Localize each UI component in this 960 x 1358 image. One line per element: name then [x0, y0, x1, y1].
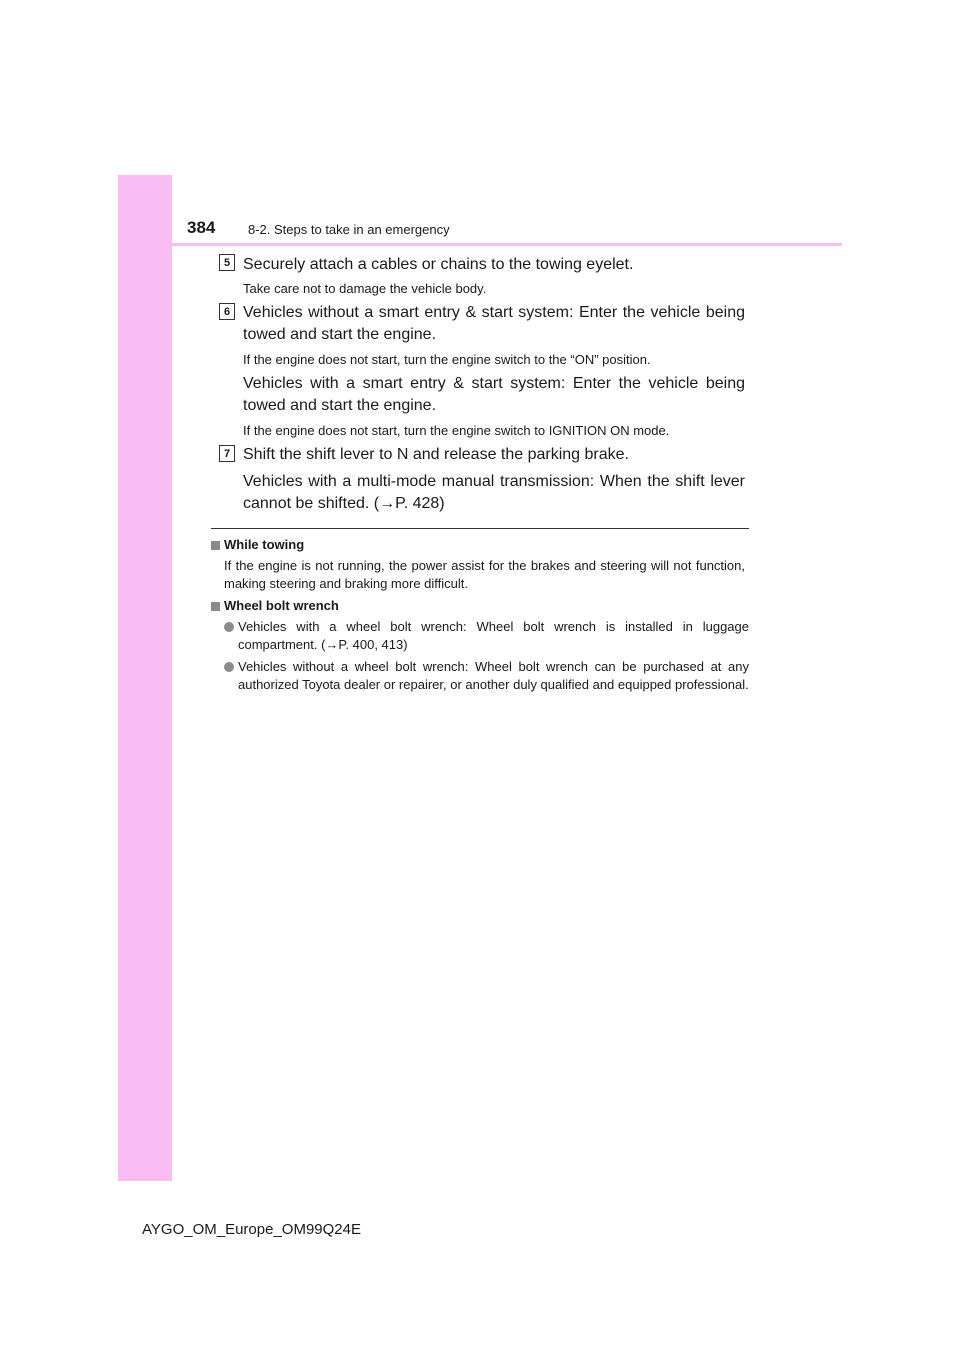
header-rule — [118, 243, 842, 246]
footer-doc-id: AYGO_OM_Europe_OM99Q24E — [142, 1221, 361, 1238]
step-badge-7: 7 — [219, 445, 235, 462]
note-title-wheel-bolt-wrench: Wheel bolt wrench — [224, 598, 339, 613]
step-7-text: Shift the shift lever to N and release the parking brake. — [243, 446, 629, 463]
round-bullet-icon — [224, 622, 234, 632]
page-number: 384 — [187, 218, 216, 237]
list-item: Vehicles without a wheel bolt wrench: Wheel bolt wrench can be purchased at any authorized Toyota dealer or repairer, or another duly qualified and equipped professional. — [238, 659, 749, 692]
note-body-while-towing: If the engine is not running, the power assist for the brakes and steering will not function, making steering and braking more difficult. — [224, 558, 745, 591]
step-badge-6: 6 — [219, 303, 235, 320]
step-5-note: Take care not to damage the vehicle body. — [243, 281, 487, 296]
section-title: 8-2. Steps to take in an emergency — [248, 222, 450, 237]
step-6-alt-note: If the engine does not start, turn the engine switch to IGNITION ON mode. — [243, 423, 670, 438]
step-5-text: Securely attach a cables or chains to the towing eyelet. — [243, 256, 634, 273]
step-6-text: Vehicles without a smart entry & start system: Enter the vehicle being towed and start the engine. — [243, 304, 745, 343]
square-bullet-icon — [211, 602, 220, 611]
side-tab-band — [118, 175, 172, 1181]
round-bullet-icon — [224, 662, 234, 672]
step-badge-5: 5 — [219, 254, 235, 271]
list-item: Vehicles with a wheel bolt wrench: Wheel bolt wrench is installed in luggage compartment. (→P. 400, 413) — [238, 619, 749, 652]
step-7-alt-text: Vehicles with a multi-mode manual transmission: When the shift lever cannot be shifted. (→P. 428) — [243, 473, 745, 512]
note-title-while-towing: While towing — [224, 537, 305, 552]
step-6-note: If the engine does not start, turn the engine switch to the “ON” position. — [243, 352, 651, 367]
section-divider — [211, 528, 749, 529]
step-6-alt-text: Vehicles with a smart entry & start system: Enter the vehicle being towed and start the engine. — [243, 375, 745, 414]
square-bullet-icon — [211, 541, 220, 550]
